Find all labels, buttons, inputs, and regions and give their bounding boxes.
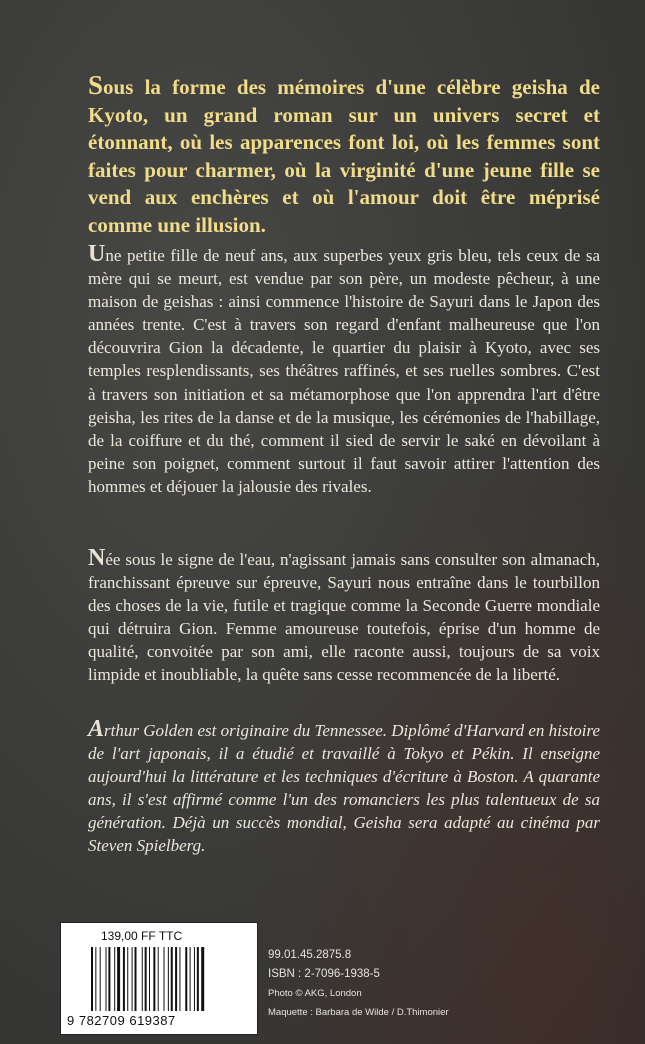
paragraph2-text: ée sous le signe de l'eau, n'agissant jamais sans consulter son almanach, franchissant épreuve sur épreuve, Sayuri nous entraîne dans le tourbillon des choses de la vie, futile et tragique comme la Seconde Guerre mondiale qui détruira Gion. Femme amoureuse toutefois, éprise d'un homme de qualité, convoitée par son ami, elle raconte aussi, toujours de sa voix limpide et inoubliable, la quête sans cesse recommencée de la liberté. [88, 550, 600, 685]
bio-text: rthur Golden est originaire du Tennessee. Diplômé d'Harvard en histoire de l'art japonais, il a étudié et travaillé à Tokyo et Pékin. Il enseigne aujourd'hui la littérature et les techniques d'écriture à Boston. A quarante ans, il s'est affirmé comme l'un des romanciers les plus talentueux de sa génération. Déjà un succès mondial, Geisha sera adapté au cinéma par Steven Spielberg. [88, 721, 600, 856]
barcode-label [60, 922, 258, 1035]
paragraph1-dropcap: U [88, 241, 106, 267]
intro-blurb [88, 72, 600, 240]
design-credit: Maquette : Barbara de Wilde / D.Thimonier [268, 1007, 449, 1018]
intro-dropcap: S [88, 70, 104, 100]
author-bio [88, 718, 600, 858]
publication-info [268, 946, 449, 1022]
paragraph1-text: ne petite fille de neuf ans, aux superbes yeux gris bleu, tels ceux de sa mère qui se meurt, est vendue par son père, un modeste pêcheur, à une maison de geishas : ainsi commence l'histoire de Sayuri dans le Japon des années trente. C'est à travers son regard d'enfant malheureuse que l'on découvrira Gion la décadente, le quartier du plaisir à Kyoto, avec ses temples resplendissants, ses théâtres raffinés, et ses ruelles sombres. C'est à travers son initiation et sa métamorphose que l'on apprendra l'art d'être geisha, les rites de la danse et de la musique, les cérémonies de l'habillage, de la coiffure et du thé, comment il sied de servir le saké en dévoilant à peine son poignet, comment surtout il faut savoir attirer l'attention des hommes et déjouer la jalousie des rivales. [88, 246, 600, 496]
isbn: ISBN : 2-7096-1938-5 [268, 968, 380, 980]
paragraph2-dropcap: N [88, 545, 106, 571]
intro-text: ous la forme des mémoires d'une célèbre geisha de Kyoto, un grand roman sur un univers secret et étonnant, où les apparences font loi, où les femmes sont faites pour charmer, où la virginité d'une jeune fille se vend aux enchères et où l'amour doit être méprisé comme une illusion. [88, 75, 600, 237]
barcode-icon [89, 947, 249, 1011]
synopsis-paragraph-1 [88, 243, 600, 498]
bio-dropcap: A [88, 716, 105, 742]
price-label: 139,00 FF TTC [101, 929, 183, 943]
photo-credit: Photo © AKG, London [268, 988, 362, 999]
barcode-number: 9 782709 619387 [67, 1013, 176, 1028]
synopsis-paragraph-2 [88, 547, 600, 687]
product-code: 99.01.45.2875.8 [268, 949, 352, 961]
